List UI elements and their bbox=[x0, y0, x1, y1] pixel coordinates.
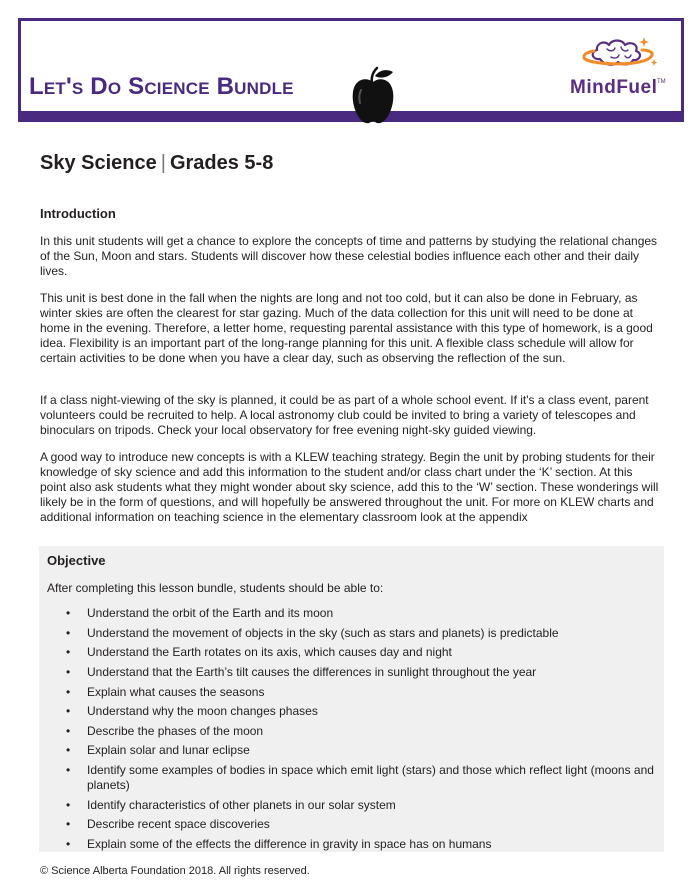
objective-text: Identify some examples of bodies in space which emit light (stars) and those which reflect light (moons and planets) bbox=[87, 763, 654, 793]
objective-text: Explain solar and lunar eclipse bbox=[87, 743, 250, 758]
bullet-icon: • bbox=[66, 817, 71, 832]
intro-paragraph: If a class night-viewing of the sky is planned, it could be as part of a whole school event. If it's a class event, parent volunteers could be recruited to help. A local astronomy club could be invited to bring a variety of telescopes and binoculars on tripods. Check your local observatory for free evening night-sky guided viewing. bbox=[40, 393, 649, 437]
objective-text: Describe the phases of the moon bbox=[87, 723, 264, 738]
intro-paragraph: A good way to introduce new concepts is with a KLEW teaching strategy. Begin the unit by probing students for their knowledge of sky science and add this information to the student and/or class chart under the ‘K’ section. At this point also ask students what they might wonder about sky science, add this to the ‘W’ section. These wonderings will likely be in the form of questions, and will hopefully be answered throughout the unit. For more on KLEW charts and additional information on teaching science in the elementary classroom look at the appendix bbox=[40, 450, 659, 524]
objective-text: Explain what causes the seasons bbox=[87, 684, 265, 699]
objective-item bbox=[39, 665, 664, 680]
objective-text: Understand why the moon changes phases bbox=[87, 704, 318, 719]
objective-text: Understand the Earth rotates on its axis, which causes day and night bbox=[87, 645, 452, 660]
objective-intro: After completing this lesson bundle, students should be able to: bbox=[47, 581, 384, 595]
grades-label: Grades 5-8 bbox=[169, 152, 274, 174]
subject-label: Sky Science bbox=[40, 152, 157, 174]
objective-item bbox=[39, 743, 664, 758]
objective-item bbox=[39, 685, 664, 700]
objective-section bbox=[39, 546, 664, 852]
objective-item bbox=[39, 837, 664, 852]
objective-item bbox=[39, 798, 664, 813]
objective-item bbox=[39, 606, 664, 621]
objective-item bbox=[39, 763, 664, 793]
document-title bbox=[40, 152, 273, 175]
intro-paragraph: This unit is best done in the fall when the nights are long and not too cold, but it can also be done in February, as winter skies are often the clearest for star gazing. Much of the data collection for this unit will need to be done at home in the evening. Therefore, a letter home, requesting parental assistance with this type of homework, is a good idea. Flexibility is an important part of the long-range planning for this unit. A flexible class schedule will allow for certain activities to be done when you have a clear day, such as observing the reflection of the sun. bbox=[40, 291, 653, 365]
objective-item bbox=[39, 645, 664, 660]
objective-text: Identify characteristics of other planets in our solar system bbox=[87, 797, 396, 812]
copyright-footer: © Science Alberta Foundation 2018. All rights reserved. bbox=[40, 865, 310, 877]
objective-text: Understand the orbit of the Earth and its moon bbox=[87, 606, 334, 620]
bullet-icon: • bbox=[66, 797, 71, 812]
bullet-icon: • bbox=[66, 664, 71, 679]
bullet-icon: • bbox=[66, 743, 71, 758]
objective-text: Understand that the Earth’s tilt causes the differences in sunlight throughout the year bbox=[87, 664, 537, 679]
apple-icon bbox=[349, 66, 397, 126]
objective-list bbox=[39, 606, 664, 857]
objective-item bbox=[39, 724, 664, 739]
bullet-icon: • bbox=[66, 606, 71, 620]
bundle-title: Let's Do Science Bundle bbox=[29, 73, 294, 100]
objective-text: Understand the movement of objects in the sky (such as stars and planets) is predictable bbox=[87, 625, 559, 640]
bullet-icon: • bbox=[66, 704, 71, 719]
title-separator: | bbox=[160, 152, 166, 174]
bullet-icon: • bbox=[66, 684, 71, 699]
mindfuel-logo bbox=[570, 35, 670, 105]
objective-text: Describe recent space discoveries bbox=[87, 817, 270, 832]
objective-item bbox=[39, 704, 664, 719]
bullet-icon: • bbox=[66, 763, 71, 778]
bullet-icon: • bbox=[66, 645, 71, 660]
objective-item bbox=[39, 626, 664, 641]
logo-wordmark: MindFuel bbox=[570, 77, 658, 98]
objective-text: Explain some of the effects the difference in gravity in space has on humans bbox=[87, 837, 492, 852]
objective-item bbox=[39, 817, 664, 832]
bullet-icon: • bbox=[66, 837, 71, 852]
logo-trademark: TM bbox=[657, 79, 666, 85]
intro-paragraph: In this unit students will get a chance to explore the concepts of time and patterns by studying the relational changes of the Sun, Moon and stars. Students will discover how these celestial bodies influence each other and their daily lives. bbox=[40, 234, 658, 278]
bullet-icon: • bbox=[66, 723, 71, 738]
brain-planet-icon bbox=[578, 35, 662, 79]
introduction-heading: Introduction bbox=[40, 206, 116, 221]
objective-heading: Objective bbox=[47, 553, 106, 568]
bullet-icon: • bbox=[66, 625, 71, 640]
